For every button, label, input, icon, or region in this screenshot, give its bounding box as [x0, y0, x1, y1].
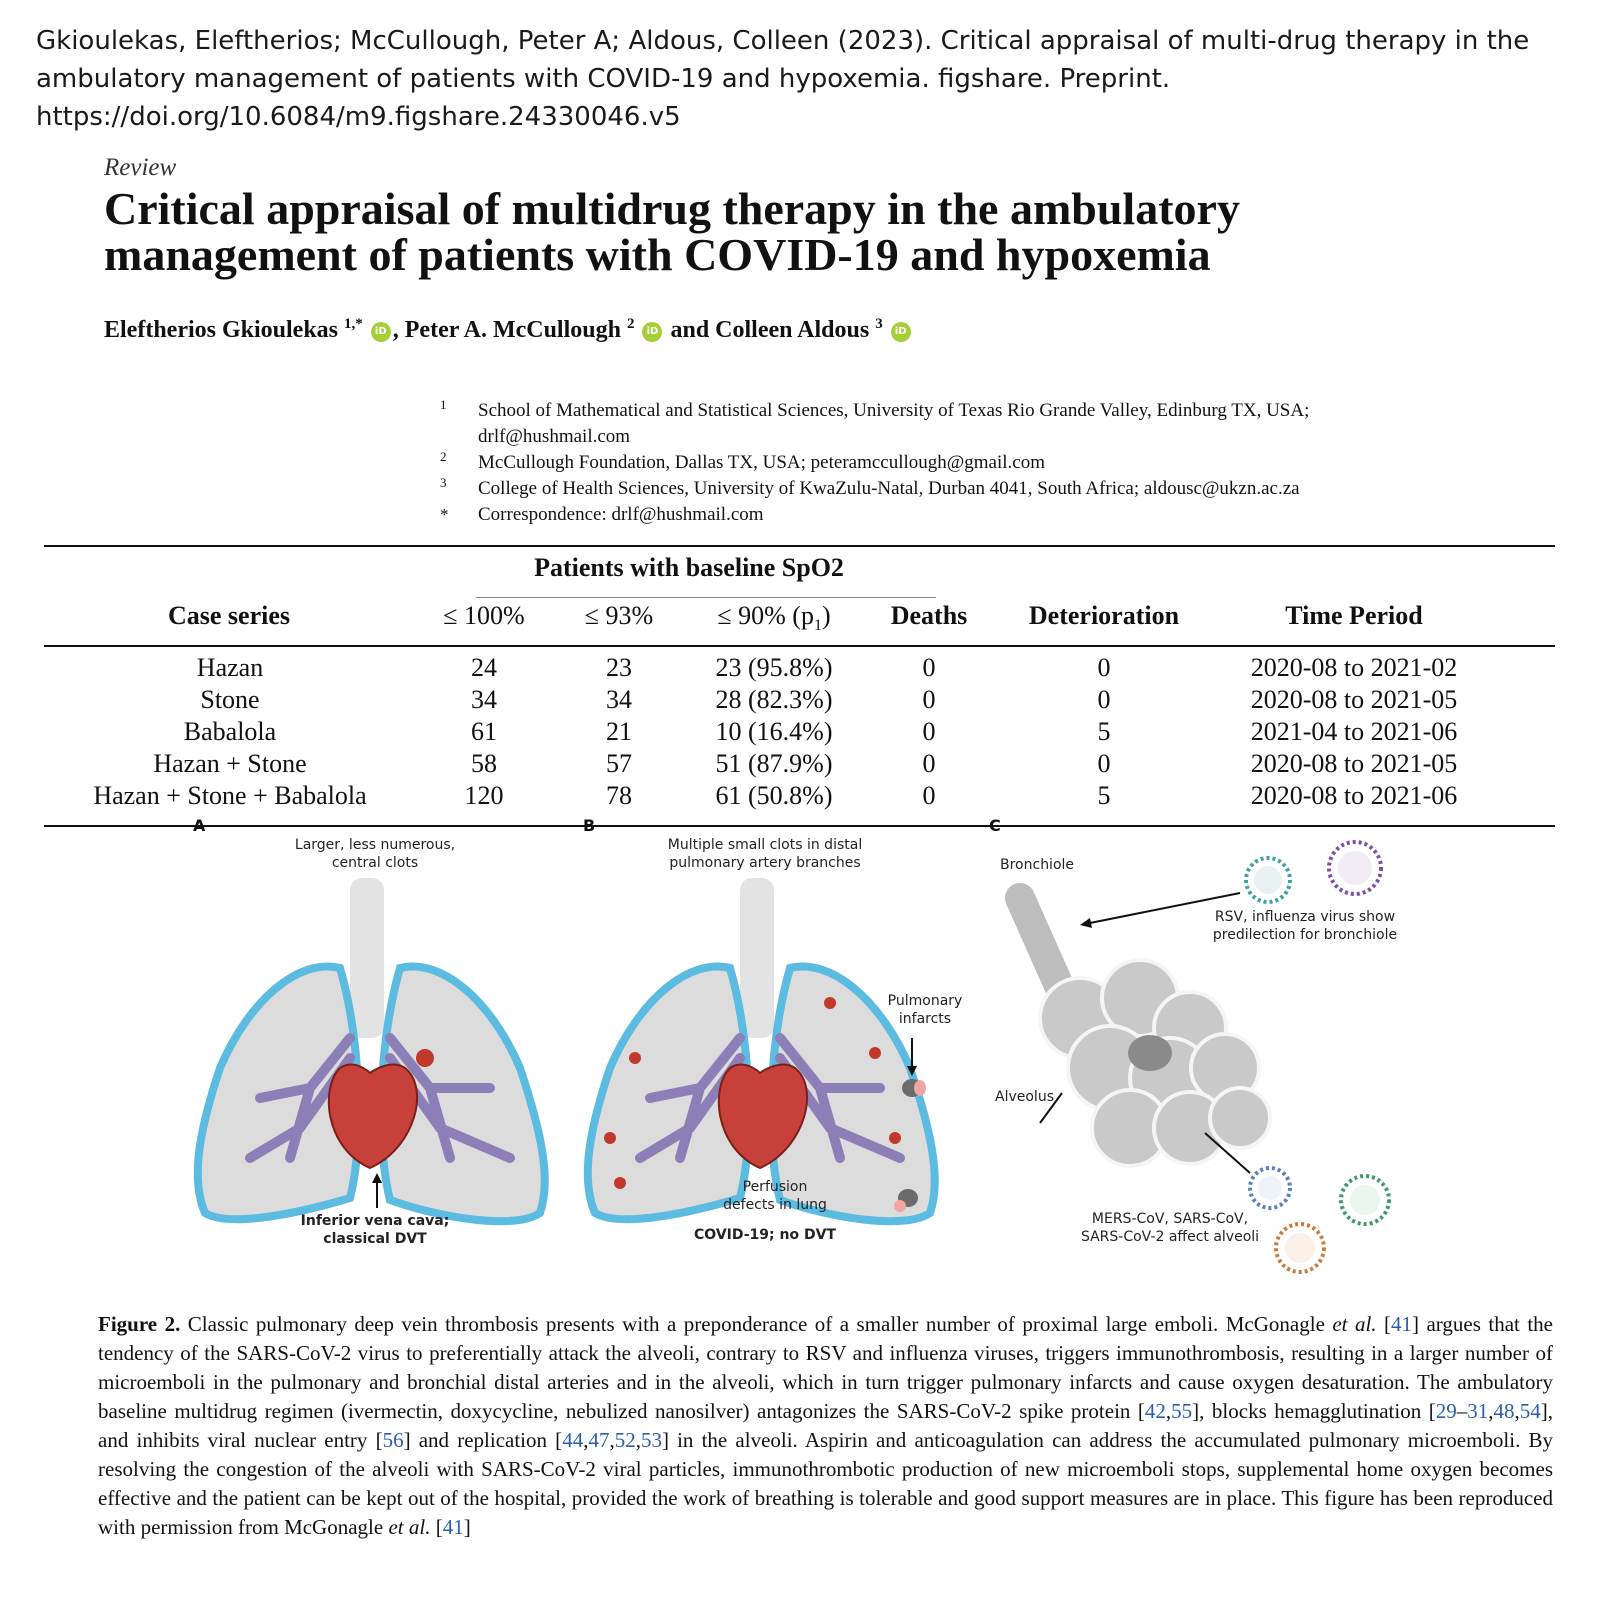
panel-a-bottom-label [280, 1212, 470, 1248]
caption-text: [ [1376, 1312, 1392, 1336]
citation-line: Gkioulekas, Eleftherios; McCullough, Peter A; Aldous, Colleen (2023). Critical appraisal of multi-drug therapy in the [36, 26, 1530, 56]
table-row [44, 717, 1555, 750]
cell-spo2-93: 21 [606, 717, 632, 746]
author-affiliation-mark: 2 [626, 316, 635, 332]
p-subscript: 1 [813, 617, 822, 635]
panel-b-lungs [588, 878, 935, 1221]
virus-icon-orange [1276, 1224, 1324, 1272]
cell-time-period: 2020-08 to 2021-05 [1250, 749, 1458, 778]
author-separator: and [664, 317, 716, 343]
article-type: Review [104, 154, 177, 181]
label-line: Perfusion [742, 1179, 808, 1195]
label-line: Multiple small clots in distal [667, 837, 863, 853]
author-affiliation-mark: 3 [875, 316, 883, 332]
affiliation-mark: 1 [440, 397, 447, 412]
cell-spo2-100: 24 [471, 653, 497, 682]
title-line: management of patients with COVID-19 and hypoxemia [104, 229, 1211, 280]
group-header-rule [476, 597, 936, 598]
column-header-deterioration: Deterioration [1028, 601, 1180, 630]
cell-spo2-100: 34 [471, 685, 497, 714]
central-clot [416, 1049, 434, 1067]
table-row [44, 685, 1555, 718]
reference-link[interactable]: 29 [1435, 1399, 1457, 1423]
panel-c-alveolus-label: Alveolus [995, 1089, 1054, 1105]
label-line: Inferior vena cava; [300, 1213, 450, 1229]
table-group-header: Patients with baseline SpO2 [534, 553, 844, 582]
reference-link[interactable]: 54 [1519, 1399, 1541, 1423]
panel-b-letter: B [583, 816, 596, 835]
caption-text: , [635, 1428, 641, 1452]
panel-c-bronchiole-label: Bronchiole [1000, 857, 1075, 873]
cell-spo2-100: 120 [464, 781, 504, 810]
case-series-table [44, 545, 1555, 827]
cell-deaths: 0 [922, 749, 936, 778]
label-line: classical DVT [323, 1231, 427, 1247]
affiliation-email: drlf@hushmail.com [478, 426, 631, 447]
column-header-spo2-90-text: ≤ 90% (p [717, 601, 814, 630]
cell-case-series: Hazan + Stone [153, 749, 307, 778]
cell-spo2-90: 51 (87.9%) [715, 749, 833, 778]
affiliation-mark: 2 [440, 449, 447, 464]
column-header-case-series: Case series [167, 601, 290, 630]
column-header-time-period: Time Period [1285, 601, 1423, 630]
orcid-icon[interactable]: iD [642, 322, 662, 342]
cell-deterioration: 0 [1097, 685, 1111, 714]
distal-clot [629, 1052, 641, 1064]
panel-c-rsv-label [1200, 908, 1410, 944]
caption-text: [ [430, 1515, 443, 1539]
cell-deterioration: 0 [1097, 653, 1111, 682]
reference-link[interactable]: 31 [1467, 1399, 1489, 1423]
cell-deterioration: 0 [1097, 749, 1111, 778]
panel-c-letter: C [989, 816, 1001, 835]
panel-c-mers-label [1075, 1210, 1265, 1246]
panel-c-alveoli [1020, 842, 1389, 1272]
panel-a-letter: A [193, 816, 206, 835]
label-line: defects in lung [723, 1197, 827, 1213]
caption-text: , [1514, 1399, 1520, 1423]
article-title [104, 183, 1524, 280]
label-line: MERS-CoV, SARS-CoV, [1091, 1211, 1249, 1227]
author-separator: , [392, 317, 405, 343]
cell-case-series: Hazan [196, 653, 264, 682]
citation-doi-link[interactable]: https://doi.org/10.6084/m9.figshare.24330046.v5 [36, 102, 681, 132]
table-row [44, 653, 1555, 686]
column-header-spo2-90 [684, 601, 864, 635]
panel-a-top-label [280, 836, 470, 872]
cell-spo2-90: 61 (50.8%) [715, 781, 833, 810]
caption-text: , [1165, 1399, 1172, 1423]
author-list [104, 316, 913, 344]
virus-icon-purple [1329, 842, 1381, 894]
table-row [44, 749, 1555, 782]
reference-link[interactable]: 52 [614, 1428, 636, 1452]
cell-deaths: 0 [922, 685, 936, 714]
label-line: predilection for bronchiole [1212, 927, 1398, 943]
label-line: Pulmonary [887, 993, 963, 1009]
panel-b-infarct-label [870, 992, 980, 1028]
cell-spo2-100: 61 [471, 717, 497, 746]
reference-link[interactable]: 47 [588, 1428, 610, 1452]
cell-spo2-90: 10 (16.4%) [715, 717, 833, 746]
cell-time-period: 2020-08 to 2021-02 [1250, 653, 1458, 682]
affiliation-item [440, 398, 1550, 450]
label-line: Larger, less numerous, [294, 837, 456, 853]
reference-link[interactable]: 44 [562, 1428, 584, 1452]
cell-deterioration: 5 [1097, 781, 1111, 810]
orcid-icon[interactable]: iD [891, 322, 911, 342]
cell-spo2-93: 78 [606, 781, 632, 810]
reference-link[interactable]: 55 [1171, 1399, 1193, 1423]
caption-text: , [583, 1428, 589, 1452]
virus-icon-green [1341, 1176, 1389, 1224]
affiliation-text: McCullough Foundation, Dallas TX, USA; peteramccullough@gmail.com [478, 452, 1046, 473]
caption-text: ] and replication [ [403, 1428, 563, 1452]
affiliation-mark: 3 [440, 475, 447, 490]
author-name: Colleen Aldous [715, 317, 870, 343]
cell-deterioration: 5 [1097, 717, 1111, 746]
panel-b-top-label [655, 836, 875, 872]
cell-case-series: Babalola [183, 717, 277, 746]
caption-label: Figure 2. [98, 1312, 181, 1336]
reference-link[interactable]: 56 [382, 1428, 404, 1452]
figure-2 [190, 816, 1400, 1298]
affiliation-mark: * [440, 505, 449, 524]
cell-deaths: 0 [922, 781, 936, 810]
label-line: RSV, influenza virus show [1214, 909, 1396, 925]
affiliation-item [440, 450, 1550, 476]
cell-case-series: Hazan + Stone + Babalola [93, 781, 367, 810]
column-header-close: ) [821, 601, 831, 630]
figure-caption [98, 1310, 1553, 1542]
cell-deaths: 0 [922, 653, 936, 682]
label-line: infarcts [898, 1011, 952, 1027]
cell-case-series: Stone [200, 685, 260, 714]
reference-link[interactable]: 48 [1493, 1399, 1515, 1423]
table-row [44, 781, 1555, 814]
cell-deaths: 0 [922, 717, 936, 746]
cell-spo2-93: 57 [606, 749, 632, 778]
cell-spo2-93: 23 [606, 653, 632, 682]
reference-link[interactable]: 42 [1144, 1399, 1166, 1423]
panel-b-perfusion-label [710, 1178, 840, 1214]
trachea [350, 878, 384, 1038]
label-line: SARS-CoV-2 affect alveoli [1080, 1229, 1260, 1245]
cell-time-period: 2020-08 to 2021-05 [1250, 685, 1458, 714]
distal-clot [869, 1047, 881, 1059]
caption-text: Classic pulmonary deep vein thrombosis presents with a preponderance of a smaller number of proximal large emboli. McGonagle [180, 1312, 1333, 1336]
et-al: et al. [1332, 1312, 1377, 1336]
author-affiliation-mark: 1,* [344, 316, 363, 332]
distal-clot [604, 1132, 616, 1144]
cell-time-period: 2020-08 to 2021-06 [1250, 781, 1458, 810]
affiliation-text: School of Mathematical and Statistical Sciences, University of Texas Rio Grande Valley, Edinburg TX, USA; [478, 400, 1310, 421]
citation-line: ambulatory management of patients with COVID-19 and hypoxemia. figshare. Preprint. [36, 64, 1171, 94]
trachea [740, 878, 774, 1038]
cell-time-period: 2021-04 to 2021-06 [1250, 717, 1458, 746]
affiliation-text: College of Health Sciences, University of KwaZulu-Natal, Durban 4041, South Africa; aldousc@ukzn.ac.za [478, 478, 1300, 499]
virus-icon-blue [1250, 1168, 1290, 1208]
et-al: et al. [388, 1515, 431, 1539]
panel-b-bottom-label: COVID-19; no DVT [694, 1227, 836, 1243]
affiliation-item [440, 502, 1550, 528]
cell-spo2-90: 23 (95.8%) [715, 653, 833, 682]
table-header-rule [44, 645, 1555, 647]
label-line: pulmonary artery branches [669, 855, 861, 871]
distal-clot [614, 1177, 626, 1189]
caption-text: – [1456, 1399, 1468, 1423]
title-line: Critical appraisal of multidrug therapy in the ambulatory [104, 183, 1240, 234]
cell-spo2-90: 28 (82.3%) [715, 685, 833, 714]
cell-spo2-100: 58 [471, 749, 497, 778]
reference-link[interactable]: 41 [1391, 1312, 1413, 1336]
label-line: central clots [331, 855, 419, 871]
author-name: Eleftherios Gkioulekas [104, 317, 339, 343]
author-name: Peter A. McCullough [404, 317, 621, 343]
virus-icon-teal [1246, 858, 1290, 902]
correspondence-text: Correspondence: drlf@hushmail.com [478, 504, 764, 525]
reference-link[interactable]: 41 [442, 1515, 464, 1539]
caption-text: , [609, 1428, 615, 1452]
distal-clot [889, 1132, 901, 1144]
affiliation-item [440, 476, 1550, 502]
caption-text: ] argues that the tendency of the SARS-CoV-2 virus to preferentially attack the alveoli, contrary to RSV and influenza viruses, triggers immunothrombosis, resulting in a larger number of microemboli in the pulmonary and bronchial distal arteries and in the alveoli, which in turn trigger pulmonary infarcts and cause oxygen desaturation. The ambulatory baseline multidrug regimen (ivermectin, doxycycline, nebulized nanosilver) antagonizes the SARS-CoV-2 spike protein [ [98, 1312, 1553, 1423]
affiliations [440, 398, 1550, 528]
caption-text: ] in the alveoli. Aspirin and anticoagulation can address the accumulated pulmonary microemboli. By resolving the congestion of the alveoli with SARS-CoV-2 viral particles, immunothrombotic production of new microemboli stops, supplemental home oxygen becomes effective and the patient can be kept out of the hospital, provided the work of breathing is tolerable and good support measures are in place. This figure has been reproduced with permission from McGonagle [98, 1428, 1554, 1539]
cell-spo2-93: 34 [606, 685, 632, 714]
reference-link[interactable]: 53 [640, 1428, 662, 1452]
orcid-icon[interactable]: iD [371, 322, 391, 342]
column-header-spo2-100: ≤ 100% [443, 601, 525, 630]
panel-a-lungs [198, 878, 545, 1221]
caption-text: , [1488, 1399, 1494, 1423]
caption-text: ], blocks hemagglutination [ [1192, 1399, 1436, 1423]
citation-header [36, 22, 1576, 136]
column-header-deaths: Deaths [890, 601, 968, 630]
caption-text: ], and inhibits viral nuclear entry [ [98, 1399, 1553, 1452]
distal-clot [824, 997, 836, 1009]
column-header-spo2-93: ≤ 93% [584, 601, 654, 630]
caption-text: ] [463, 1515, 471, 1539]
